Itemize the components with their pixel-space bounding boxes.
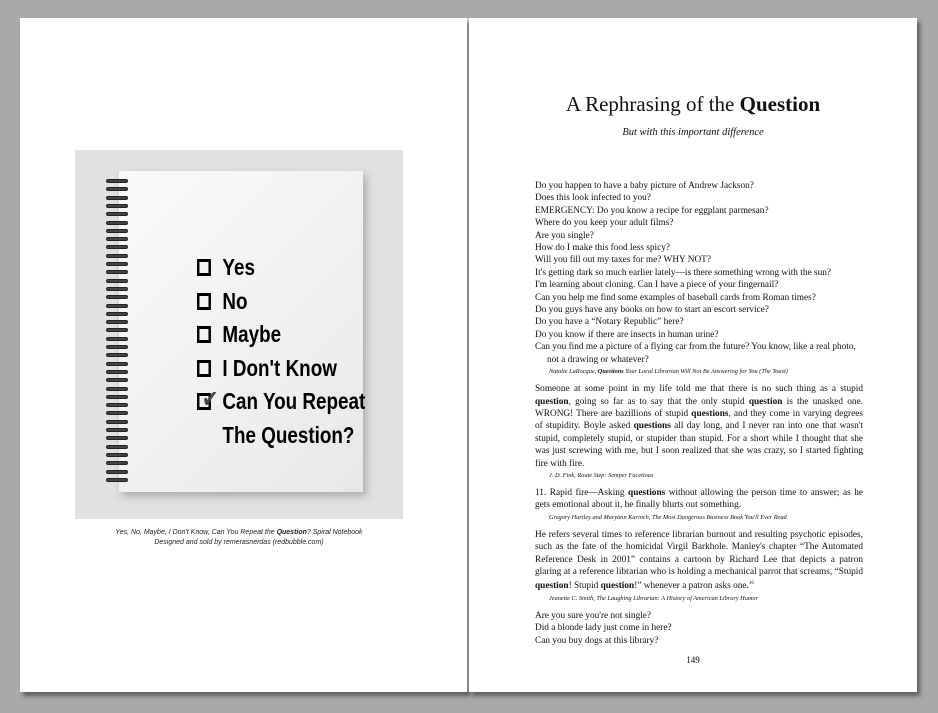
- spiral-coil: [106, 304, 128, 308]
- question-line: How do I make this food less spicy?: [535, 243, 671, 254]
- spiral-coil: [106, 328, 128, 332]
- notebook-checklist: [197, 251, 365, 452]
- attribution: J. D. Fink, Route Step: Semper Facetious: [549, 471, 654, 479]
- question-line: Are you sure you're not single?: [535, 610, 652, 621]
- quote-paragraph: 11. Rapid fire—Asking questions without allowing the person time to answer; as he gets emotional about it, he finally blurts out something.: [535, 487, 863, 511]
- spiral-coil: [106, 196, 128, 200]
- question-line: Does this look infected to you?: [535, 193, 651, 204]
- checklist-item-continuation: The Question?: [222, 421, 355, 448]
- checklist-item: I Don't Know: [197, 352, 365, 386]
- checked-checkbox-icon: [197, 385, 219, 414]
- spiral-coil: [106, 320, 128, 324]
- spiral-notebook: [119, 171, 366, 492]
- checkbox-icon: [197, 360, 211, 377]
- spiral-coil: [106, 295, 128, 299]
- question-list: [535, 610, 863, 647]
- quote-paragraph: Someone at some point in my life told me that there is no such thing as a stupid question, going so far as to say that the only stupid question is the unasked one. WRONG! There are bazillions of stupid questions, and they come in varying degrees of stupidity. Boyle asked questions all day long, and I never ran into one that wasn't stupid, completely stupid, or stupider than stupid. For a short while I thought that she was just screwing with me, but I soon realized that she was crazy, so I started fighting fire with fire.: [535, 384, 864, 469]
- spiral-coil: [106, 395, 128, 399]
- spiral-coil: [106, 478, 128, 482]
- spiral-coil: [106, 445, 128, 449]
- attribution: Jeanette C. Smith, The Laughing Librarian: A History of American Library Humor: [549, 594, 759, 602]
- figure-caption: Yes, No, Maybe, I Don't Know, Can You Repeat the Question? Spiral Notebook Designed and sold by remerasnerdas (redbubble.com): [115, 529, 363, 546]
- spiral-coil: [106, 262, 128, 266]
- spiral-coil: [106, 229, 128, 233]
- spiral-coil: [106, 179, 128, 183]
- page-number: 149: [686, 655, 700, 665]
- right-page: [469, 18, 917, 692]
- question-line: Can you help me find some examples of baseball cards from Roman times?: [535, 292, 816, 303]
- question-line: Are you single?: [535, 230, 594, 241]
- spiral-coil: [106, 470, 128, 474]
- chapter-title: A Rephrasing of the Question: [565, 92, 821, 116]
- spiral-coil: [106, 411, 128, 415]
- spiral-coil: [106, 187, 128, 191]
- question-line: Can you buy dogs at this library?: [535, 635, 659, 646]
- spiral-coil: [106, 453, 128, 457]
- question-line: I'm learning about cloning. Can I have a piece of your fingernail?: [535, 280, 779, 291]
- spiral-coil: [106, 428, 128, 432]
- question-line: It's getting dark so much earlier lately—is there something wrong with the sun?: [535, 267, 832, 278]
- question-line: Where do you keep your adult films?: [535, 218, 674, 229]
- question-line: EMERGENCY: Do you know a recipe for eggplant parmesan?: [535, 205, 769, 216]
- page-body: [535, 180, 863, 647]
- checkbox-icon: [197, 259, 211, 276]
- spiral-coil: [106, 387, 128, 391]
- spiral-coil: [106, 378, 128, 382]
- checklist-item: No: [197, 285, 365, 319]
- checkbox-icon: [197, 293, 211, 310]
- spiral-coil: [106, 245, 128, 249]
- spiral-coil: [106, 353, 128, 357]
- question-line: Will you fill out my taxes for me? WHY NOT?: [535, 255, 711, 266]
- checkbox-icon: [197, 326, 211, 343]
- spiral-coil: [106, 204, 128, 208]
- spiral-coil: [106, 345, 128, 349]
- question-line: Do you guys have any books on how to start an escort service?: [535, 305, 769, 316]
- question-line: Can you find me a picture of a flying car from the future? You know, like a real photo, not a drawing or whatever?: [535, 342, 856, 365]
- spiral-coil: [106, 436, 128, 440]
- left-page: [20, 18, 467, 692]
- spiral-coil: [106, 370, 128, 374]
- checkmark-icon: ✔: [201, 385, 219, 414]
- spiral-coil: [106, 212, 128, 216]
- checklist-item: Maybe: [197, 318, 365, 352]
- attribution: Natalie LaRocque, Questions Your Local Librarian Will Not Be Answering for You (The Toast): [549, 368, 788, 376]
- spiral-coil: [106, 420, 128, 424]
- question-line: Do you happen to have a baby picture of Andrew Jackson?: [535, 181, 754, 191]
- checklist-item: Yes: [197, 251, 365, 285]
- notebook-photo: [75, 150, 403, 519]
- question-line: Did a blonde lady just come in here?: [535, 623, 672, 634]
- spiral-coil: [106, 279, 128, 283]
- spiral-coil: [106, 362, 128, 366]
- chapter-subtitle: But with this important difference: [622, 127, 764, 138]
- question-line: Do you have a “Notary Republic” here?: [535, 317, 684, 328]
- spiral-binding: [106, 179, 130, 491]
- spiral-coil: [106, 221, 128, 225]
- question-list: [535, 180, 863, 341]
- spiral-coil: [106, 403, 128, 407]
- checklist-item-checked: ✔ Can You Repeat: [197, 385, 365, 419]
- spiral-coil: [106, 461, 128, 465]
- attribution: Gregory Hartley and Maryann Karinch, The Most Dangerous Business Book You'll Ever Read: [549, 513, 787, 521]
- quote-paragraph: He refers several times to reference librarian burnout and resulting psychotic episodes, such as the fate of the homicidal Virgil Barkhole. Manley's chapter “The Automated Reference Desk in 2001” contains a cartoon by Richard Lee that depicts a patron glaring at a reference librarian who is holding a mechanical parrot that screams, “Stupid question! Stupid question!” whenever a patron asks one.$^{16}$: [535, 529, 863, 592]
- spiral-coil: [106, 312, 128, 316]
- spiral-coil: [106, 237, 128, 241]
- spiral-coil: [106, 337, 128, 341]
- spiral-coil: [106, 254, 128, 258]
- spiral-coil: [106, 270, 128, 274]
- question-line: Do you know if there are insects in human urine?: [535, 329, 719, 340]
- spiral-coil: [106, 287, 128, 291]
